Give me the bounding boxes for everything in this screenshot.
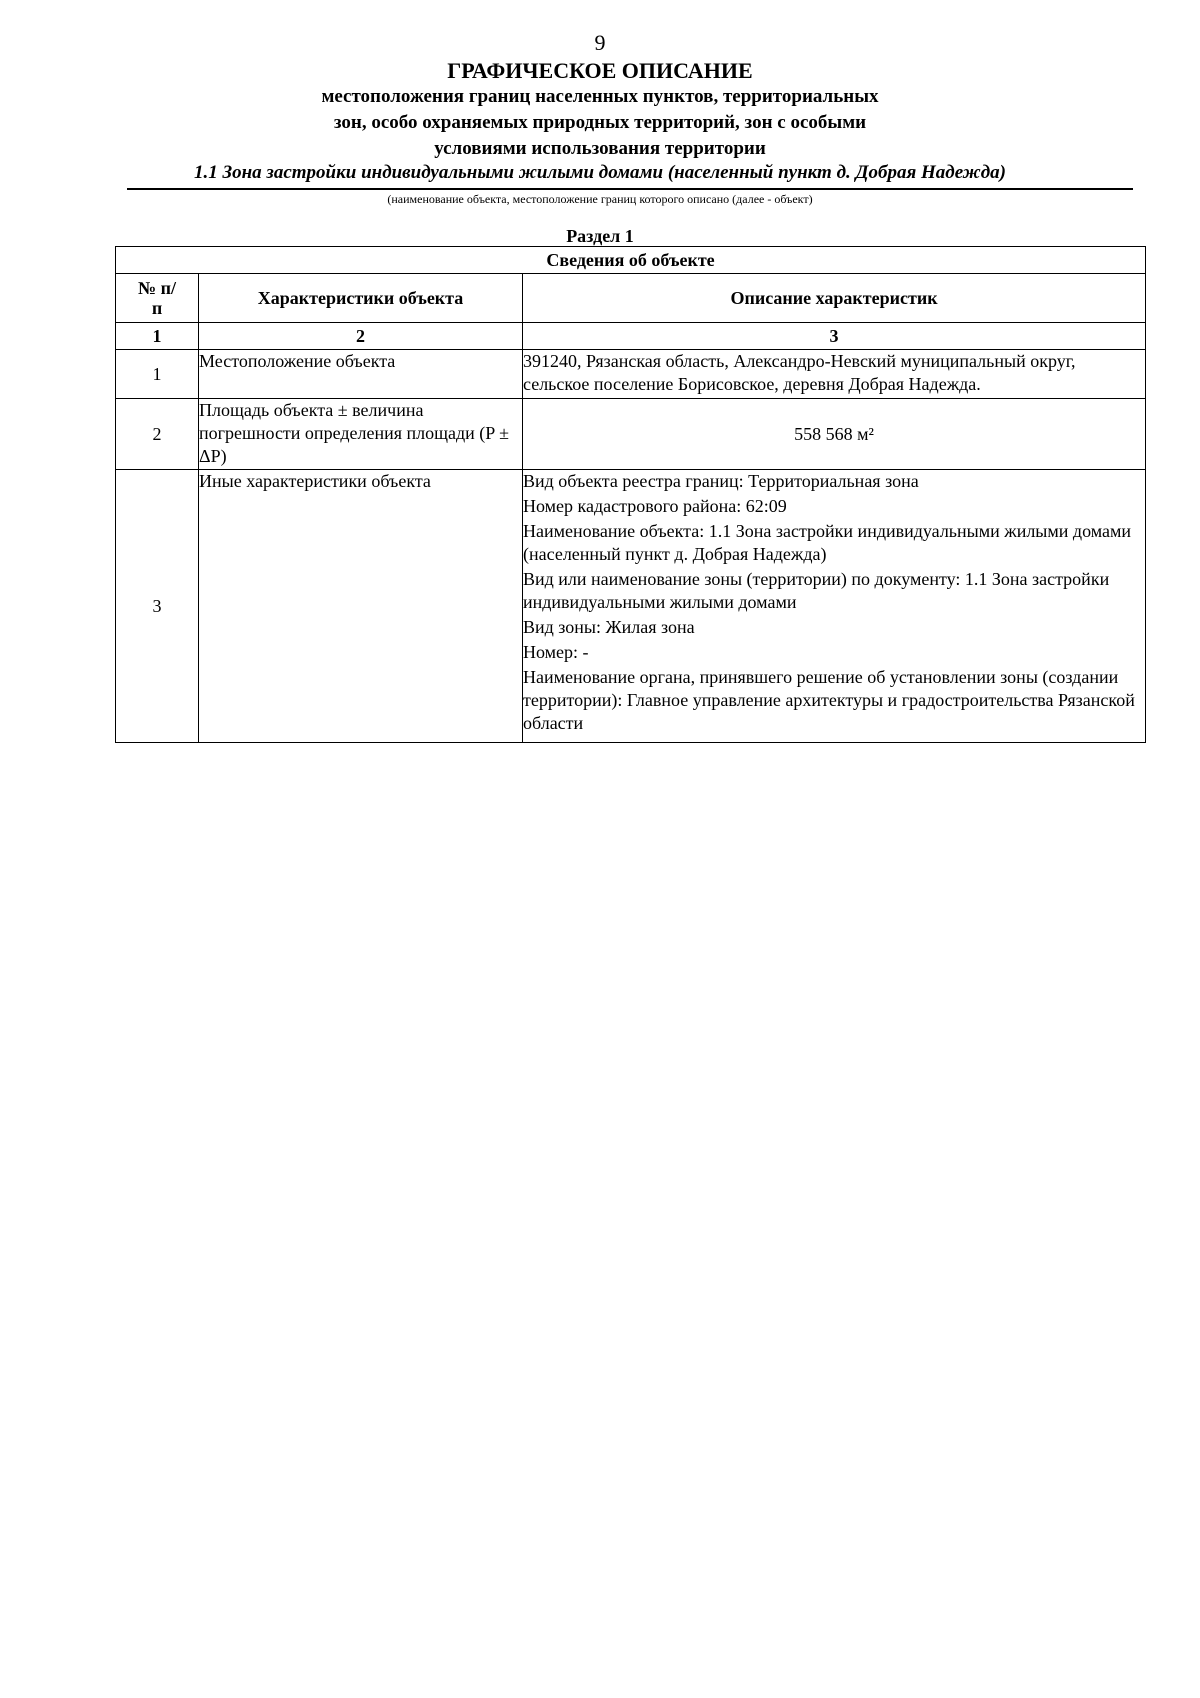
- row-description: 558 568 м²: [523, 399, 1146, 470]
- subtitle-line: местоположения границ населенных пунктов, территориальных: [321, 86, 879, 107]
- document-title: ГРАФИЧЕСКОЕ ОПИСАНИЕ: [447, 58, 753, 83]
- table-row: [116, 470, 1146, 743]
- header-description: Описание характеристик: [523, 274, 1146, 323]
- object-info-table: [115, 246, 1146, 743]
- description-line: Вид зоны: Жилая зона: [523, 617, 695, 637]
- index-cell: 1: [116, 323, 199, 350]
- row-number: 3: [116, 470, 199, 743]
- subtitle-line: условиями использования территории: [434, 138, 766, 159]
- description-line: Номер кадастрового района: 62:09: [523, 496, 787, 516]
- document-subtitle: [100, 84, 1100, 162]
- row-characteristic: Местоположение объекта: [199, 350, 523, 399]
- index-cell: 3: [523, 323, 1146, 350]
- row-number: 1: [116, 350, 199, 399]
- table-header-row: [116, 274, 1146, 323]
- table-caption-row: [116, 247, 1146, 274]
- index-cell: 2: [199, 323, 523, 350]
- table-row: [116, 399, 1146, 470]
- table-index-row: [116, 323, 1146, 350]
- header-characteristic: Характеристики объекта: [199, 274, 523, 323]
- object-name-underline: [127, 188, 1133, 190]
- object-name-caption: (наименование объекта, местоположение границ которого описано (далее - объект): [387, 192, 813, 206]
- description-line: Наименование объекта: 1.1 Зона застройки индивидуальными жилыми домами (населенный пункт д. Добрая Надежда): [523, 521, 1132, 564]
- row-characteristic: Площадь объекта ± величина погрешности определения площади (P ± ΔP): [199, 399, 523, 470]
- row-number: 2: [116, 399, 199, 470]
- row-characteristic: Иные характеристики объекта: [199, 470, 523, 743]
- row-description: [523, 470, 1146, 743]
- row-description: 391240, Рязанская область, Александро-Невский муниципальный округ, сельское поселение Борисовское, деревня Добрая Надежда.: [523, 350, 1146, 399]
- object-name: 1.1 Зона застройки индивидуальными жилыми домами (населенный пункт д. Добрая Надежда): [193, 162, 1007, 183]
- subtitle-line: зон, особо охраняемых природных территорий, зон с особыми: [333, 112, 867, 133]
- page-number: 9: [594, 30, 606, 55]
- table-caption: Сведения об объекте: [116, 247, 1146, 274]
- description-line: Номер: -: [523, 642, 589, 662]
- description-line: Вид объекта реестра границ: Территориальная зона: [523, 471, 919, 491]
- description-line: Вид или наименование зоны (территории) по документу: 1.1 Зона застройки индивидуальными жилыми домами: [523, 569, 1110, 612]
- description-line: Наименование органа, принявшего решение об установлении зоны (создании территории): Главное управление архитектуры и градостроительства Рязанской области: [523, 667, 1135, 733]
- header-num: № п/п: [116, 274, 199, 323]
- section-title: Раздел 1: [566, 226, 634, 246]
- table-row: [116, 350, 1146, 399]
